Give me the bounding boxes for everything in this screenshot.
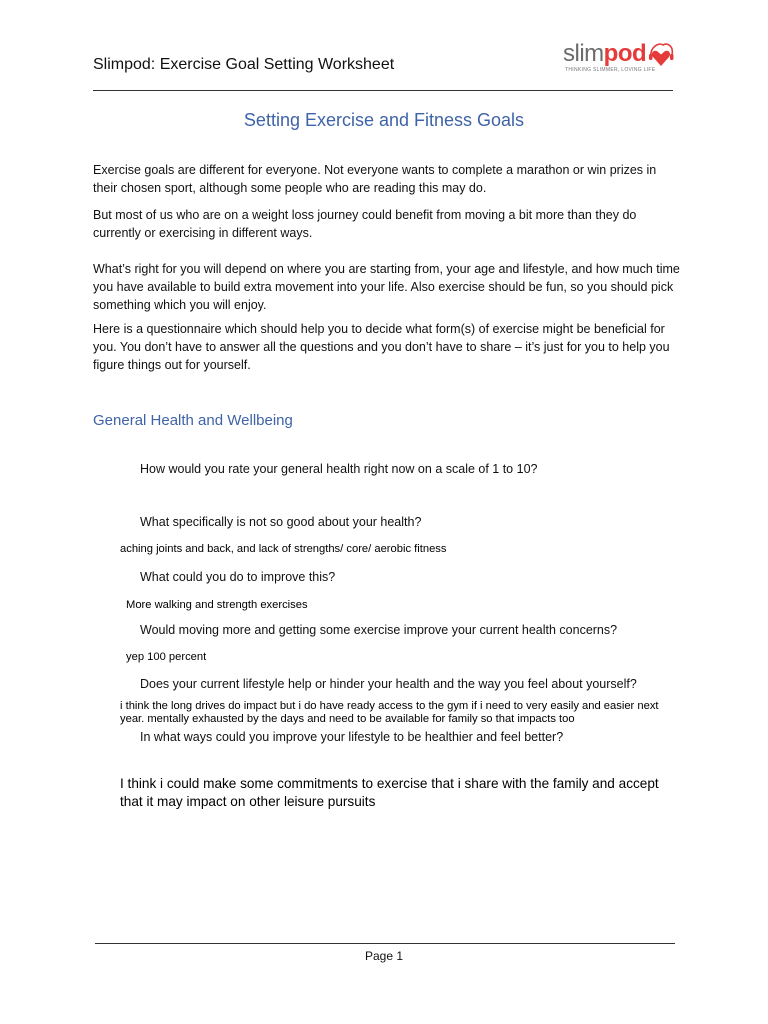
section-heading: General Health and Wellbeing — [93, 412, 293, 429]
intro-paragraph-4: Here is a questionnaire which should help you to decide what form(s) of exercise might be beneficial for you. You don’t have to answer all the questions and you don’t have to share – it’s just for you to help you figure things out for yourself. — [93, 322, 670, 372]
answer-4: yep 100 percent — [126, 651, 207, 663]
answer-3: More walking and strength exercises — [126, 599, 308, 611]
intro-paragraph-2: But most of us who are on a weight loss journey could benefit from moving a bit more than they do currently or exercising in different ways. — [93, 208, 637, 240]
logo-tagline: THINKING SLIMMER, LOVING LIFE — [565, 67, 656, 73]
answer-2: aching joints and back, and lack of strengths/ core/ aerobic fitness — [120, 543, 447, 555]
slimpod-logo — [563, 40, 678, 74]
answer-5: i think the long drives do impact but i do have ready access to the gym if i need to very easily and easier next year. mentally exhausted by the days and need to be available for family so that impacts too — [120, 700, 659, 725]
header-rule — [93, 90, 673, 91]
question-5: Does your current lifestyle help or hinder your health and the way you feel about yourself? — [140, 677, 637, 691]
question-4: Would moving more and getting some exercise improve your current health concerns? — [140, 623, 618, 637]
heart-headphones-icon — [647, 42, 675, 68]
question-1: How would you rate your general health right now on a scale of 1 to 10? — [140, 462, 538, 476]
logo-wordmark — [563, 40, 646, 68]
answer-6: I think i could make some commitments to exercise that i share with the family and accept that it may impact on other leisure pursuits — [120, 776, 659, 809]
question-6: In what ways could you improve your lifestyle to be healthier and feel better? — [140, 730, 564, 744]
question-2: What specifically is not so good about your health? — [140, 515, 422, 529]
logo-word-pod: pod — [603, 40, 647, 67]
logo-word-slim: slim — [563, 40, 604, 67]
footer-rule — [95, 943, 675, 944]
intro-paragraph-1: Exercise goals are different for everyone. Not everyone wants to complete a marathon or win prizes in their chosen sport, although some people who are reading this may do. — [93, 163, 657, 195]
document-header-title: Slimpod: Exercise Goal Setting Worksheet — [93, 56, 395, 73]
document-title: Setting Exercise and Fitness Goals — [243, 110, 525, 130]
page-number: Page 1 — [364, 949, 404, 963]
intro-paragraph-3: What’s right for you will depend on where you are starting from, your age and lifestyle, and how much time you have available to build extra movement into your life. Also exercise should be fun, so you should pick something which you will enjoy. — [93, 262, 680, 312]
question-3: What could you do to improve this? — [140, 570, 336, 584]
